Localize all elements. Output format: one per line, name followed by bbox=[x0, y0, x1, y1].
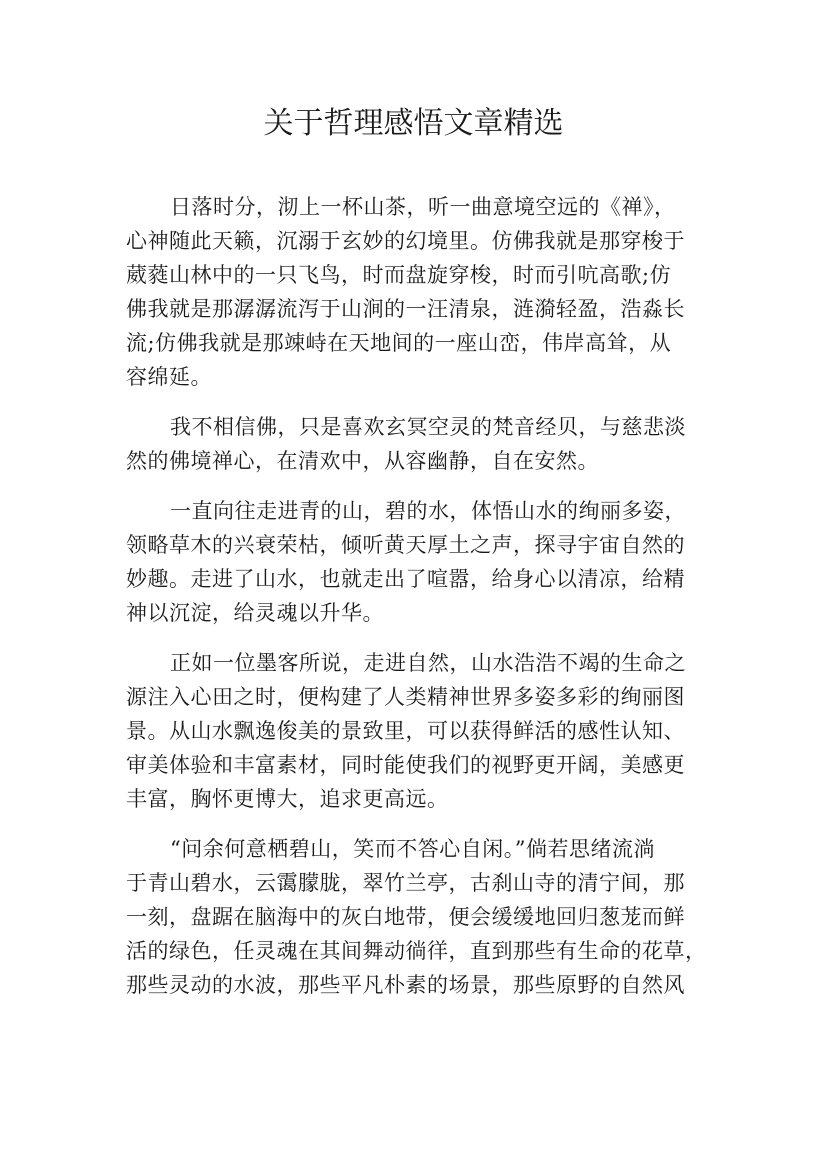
document-body bbox=[126, 190, 706, 1018]
text-line: 妙趣。走进了山水，也就走出了喧嚣，给身心以清凉，给精 bbox=[126, 567, 685, 591]
text-line: 神以沉淀，给灵魂以升华。 bbox=[126, 601, 384, 625]
paragraph-2 bbox=[126, 410, 706, 478]
text-line: 景。从山水飘逸俊美的景致里，可以获得鲜活的感性认知、 bbox=[126, 719, 685, 743]
text-line: 心神随此天籁，沉溺于玄妙的幻境里。仿佛我就是那穿梭于 bbox=[126, 229, 685, 253]
text-line: “问余何意栖碧山，笑而不答心自闲。”倘若思绪流淌 bbox=[170, 837, 655, 861]
paragraph-3 bbox=[126, 494, 706, 630]
text-line: 于青山碧水，云霭朦胧，翠竹兰亭，古刹山寺的清宁间，那 bbox=[126, 871, 685, 895]
text-line: 丰富，胸怀更博大，追求更高远。 bbox=[126, 787, 449, 811]
document-title: 关于哲理感悟文章精选 bbox=[263, 106, 564, 141]
text-line: 活的绿色，任灵魂在其间舞动徜徉，直到那些有生命的花草， bbox=[126, 939, 707, 963]
text-line: 然的佛境禅心，在清欢中，从容幽静，自在安然。 bbox=[126, 449, 599, 473]
text-line: 日落时分，沏上一杯山茶，听一曲意境空远的《禅》， bbox=[170, 195, 676, 219]
text-line: 我不相信佛，只是喜欢玄冥空灵的梵音经贝，与慈悲淡 bbox=[170, 415, 686, 439]
text-line: 审美体验和丰富素材，同时能使我们的视野更开阔，美感更 bbox=[126, 753, 685, 777]
text-line: 一刻，盘踞在脑海中的灰白地带，便会缓缓地回归葱茏而鲜 bbox=[126, 905, 685, 929]
paragraph-5 bbox=[126, 832, 706, 1002]
text-line: 正如一位墨客所说，走进自然，山水浩浩不竭的生命之 bbox=[170, 651, 686, 675]
text-line: 容绵延。 bbox=[126, 365, 212, 389]
text-line: 那些灵动的水波，那些平凡朴素的场景，那些原野的自然风 bbox=[126, 973, 685, 997]
paragraph-1 bbox=[126, 190, 706, 394]
paragraph-4 bbox=[126, 646, 706, 816]
text-line: 领略草木的兴衰荣枯，倾听黄天厚土之声，探寻宇宙自然的 bbox=[126, 533, 685, 557]
text-line: 一直向往走进青的山，碧的水，体悟山水的绚丽多姿， bbox=[170, 499, 686, 523]
text-line: 佛我就是那潺潺流泻于山涧的一汪清泉，涟漪轻盈，浩淼长 bbox=[126, 297, 685, 321]
text-line: 源注入心田之时，便构建了人类精神世界多姿多彩的绚丽图 bbox=[126, 685, 685, 709]
text-line: 流;仿佛我就是那竦峙在天地间的一座山峦，伟岸高耸，从 bbox=[126, 331, 672, 355]
text-line: 葳蕤山林中的一只飞鸟，时而盘旋穿梭，时而引吭高歌;仿 bbox=[126, 263, 672, 287]
